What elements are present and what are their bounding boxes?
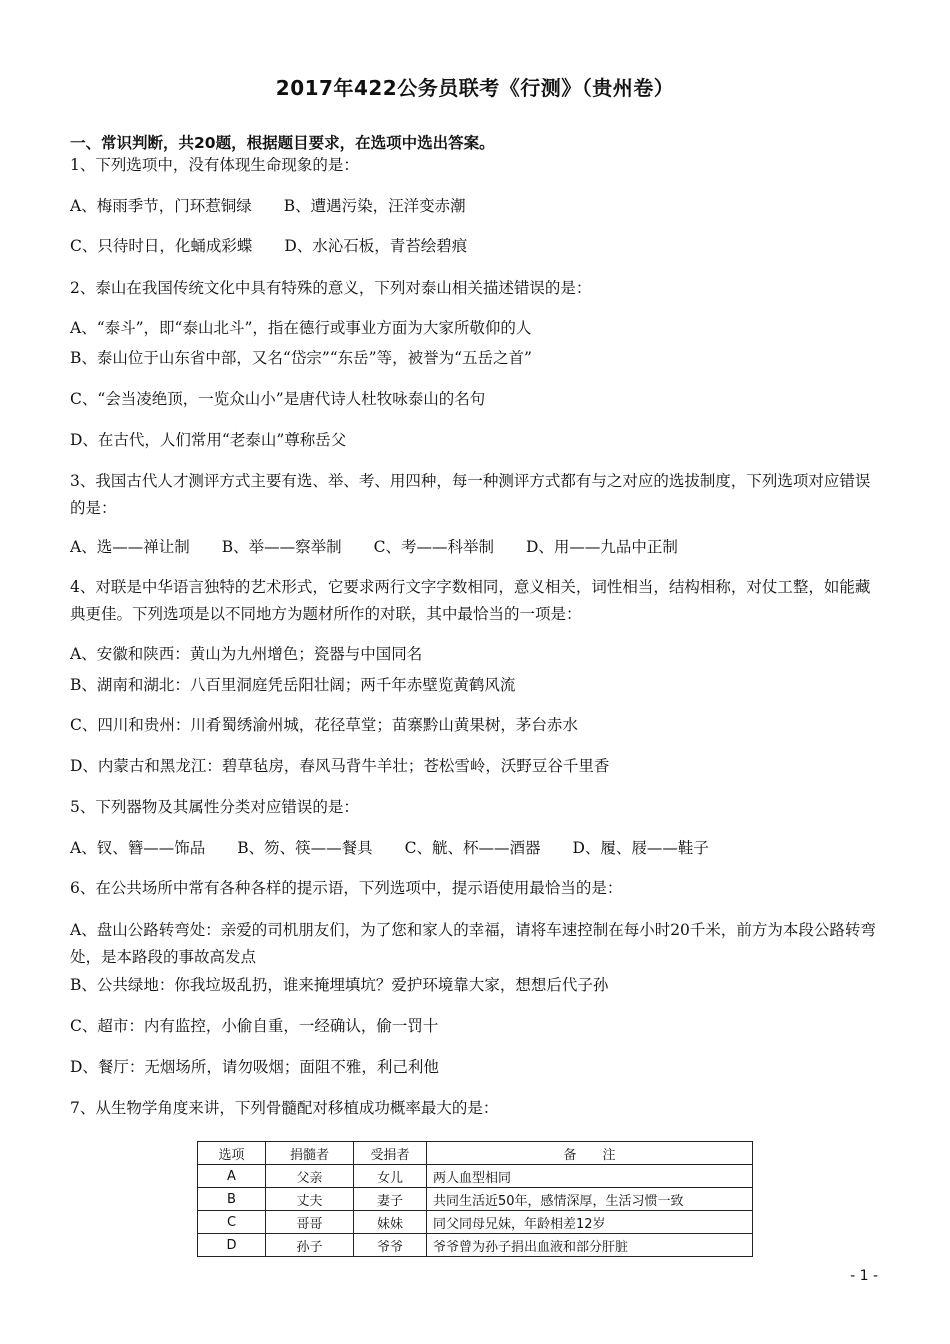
q2-option-b: B、泰山位于山东省中部，又名“岱宗”“东岳”等，被誉为“五岳之首”: [70, 349, 532, 367]
header-donor: 捐髓者: [266, 1142, 354, 1165]
question-4-stem: 4、对联是中华语言独特的艺术形式，它要求两行文字字数相同，意义相关，词性相当，结构相称，对仗工整，如能藏典更佳。下列选项是以不同地方为题材所作的对联，其中最恰当的一项是：: [70, 578, 871, 623]
page-number: - 1 -: [850, 1268, 878, 1284]
header-option: 选项: [198, 1142, 266, 1165]
question-1-options-row-1: [70, 193, 885, 220]
table-row: [198, 1165, 753, 1188]
q7-table: [197, 1141, 753, 1257]
question-5-options: [70, 835, 885, 862]
question-5-stem: 5、下列器物及其属性分类对应错误的是：: [70, 798, 359, 816]
q2-option-d: D、在古代，人们常用“老泰山”尊称岳父: [70, 431, 347, 449]
q1-option-d: D、水沁石板，青苔绘碧痕: [284, 237, 468, 255]
section-heading: 一、常识判断，共20题，根据题目要求，在选项中选出答案。: [70, 134, 495, 152]
cell-option: A: [198, 1165, 266, 1188]
q5-option-c: C、觥、杯——酒器: [404, 839, 541, 857]
q1-option-b: B、遭遇污染，汪洋变赤潮: [283, 197, 466, 215]
cell-donor: 父亲: [266, 1165, 354, 1188]
q5-option-a: A、钗、簪——饰品: [70, 839, 206, 857]
q1-option-a: A、梅雨季节，门环惹铜绿: [70, 197, 252, 215]
cell-remarks: 共同生活近50年，感情深厚，生活习惯一致: [427, 1188, 753, 1211]
q6-option-d: D、餐厅：无烟场所，请勿吸烟；面阻不雅，利己利他: [70, 1058, 439, 1076]
cell-option: D: [198, 1234, 266, 1257]
question-3-options: [70, 534, 885, 561]
q6-option-c: C、超市：内有监控，小偷自重，一经确认，偷一罚十: [70, 1017, 439, 1035]
q6-option-a: A、盘山公路转弯处：亲爱的司机朋友们，为了您和家人的幸福，请将车速控制在每小时20千米，前方为本段公路转弯处，是本路段的事故高发点: [70, 921, 876, 966]
q4-option-c: C、四川和贵州：川肴蜀绣渝州城，花径草堂；苗寨黔山黄果树，茅台赤水: [70, 716, 578, 734]
cell-recipient: 妻子: [354, 1188, 427, 1211]
cell-donor: 丈夫: [266, 1188, 354, 1211]
header-remarks: 备 注: [427, 1142, 753, 1165]
q3-option-d: D、用——九品中正制: [525, 538, 678, 556]
cell-remarks: 同父同母兄妹，年龄相差12岁: [427, 1211, 753, 1234]
q2-option-a: A、“泰斗”，即“泰山北斗”，指在德行或事业方面为大家所敬仰的人: [70, 319, 532, 337]
q3-option-a: A、选——禅让制: [70, 538, 190, 556]
cell-recipient: 女儿: [354, 1165, 427, 1188]
header-recipient: 受捐者: [354, 1142, 427, 1165]
question-1-options-row-2: [70, 233, 885, 260]
table-row: [198, 1234, 753, 1257]
q4-option-a: A、安徽和陕西：黄山为九州增色；瓷器与中国同名: [70, 645, 423, 663]
table-row: [198, 1188, 753, 1211]
q3-option-c: C、考——科举制: [373, 538, 494, 556]
q2-option-c: C、“会当凌绝顶，一览众山小”是唐代诗人杜牧咏泰山的名句: [70, 390, 486, 408]
page-title: 2017年422公务员联考《行测》（贵州卷）: [275, 76, 675, 100]
table-header-row: [198, 1142, 753, 1165]
q6-option-b: B、公共绿地：你我垃圾乱扔，谁来掩埋填坑？爱护环境靠大家，想想后代子孙: [70, 976, 609, 994]
question-2-stem: 2、泰山在我国传统文化中具有特殊的意义，下列对泰山相关描述错误的是：: [70, 279, 592, 297]
cell-option: B: [198, 1188, 266, 1211]
cell-option: C: [198, 1211, 266, 1234]
cell-remarks: 两人血型相同: [427, 1165, 753, 1188]
q4-option-d: D、内蒙古和黑龙江：碧草毡房，春风马背牛羊壮；苍松雪岭，沃野豆谷千里香: [70, 757, 610, 775]
q5-option-b: B、笏、筷——餐具: [237, 839, 373, 857]
cell-donor: 孙子: [266, 1234, 354, 1257]
q4-option-b: B、湖南和湖北：八百里洞庭凭岳阳壮阔；两千年赤壁览黄鹤风流: [70, 676, 516, 694]
question-3-stem: 3、我国古代人才测评方式主要有选、举、考、用四种，每一种测评方式都有与之对应的选拔制度，下列选项对应错误的是：: [70, 472, 871, 517]
cell-donor: 哥哥: [266, 1211, 354, 1234]
question-6-stem: 6、在公共场所中常有各种各样的提示语，下列选项中，提示语使用最恰当的是：: [70, 879, 623, 897]
q1-option-c: C、只待时日，化蛹成彩蝶: [70, 237, 253, 255]
cell-remarks: 爷爷曾为孙子捐出血液和部分肝脏: [427, 1234, 753, 1257]
question-1-stem: 1、下列选项中，没有体现生命现象的是：: [70, 156, 359, 174]
question-7-stem: 7、从生物学角度来讲，下列骨髓配对移植成功概率最大的是：: [70, 1099, 499, 1117]
table-row: [198, 1211, 753, 1234]
cell-recipient: 妹妹: [354, 1211, 427, 1234]
q5-option-d: D、履、屐——鞋子: [572, 839, 709, 857]
cell-recipient: 爷爷: [354, 1234, 427, 1257]
q3-option-b: B、举——察举制: [221, 538, 342, 556]
